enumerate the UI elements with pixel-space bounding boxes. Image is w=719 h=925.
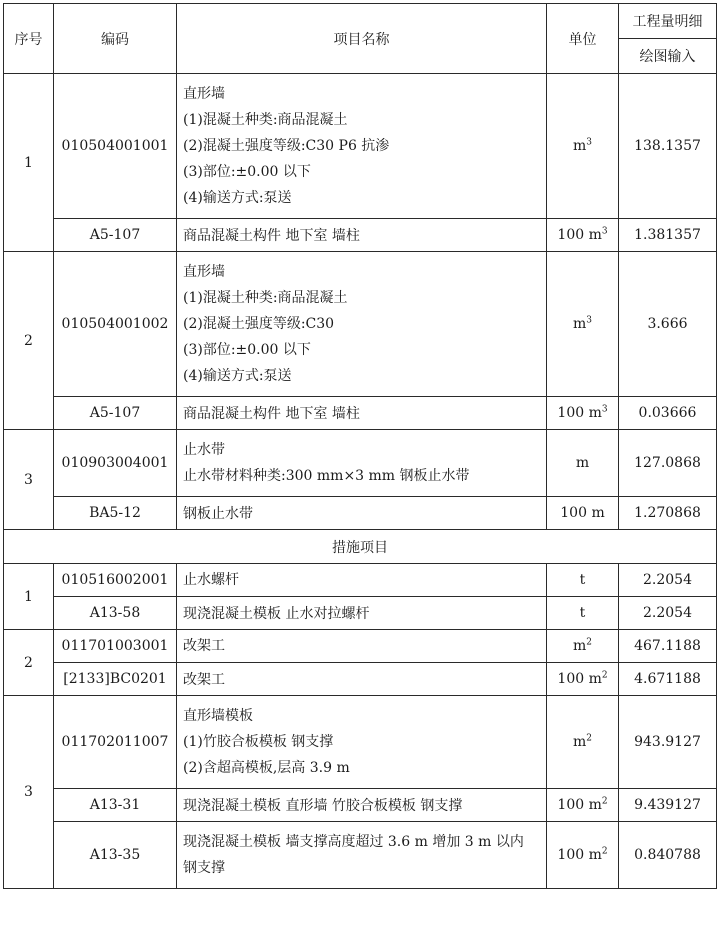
table-row-sub	[4, 663, 717, 696]
table-row	[4, 430, 717, 497]
description-line: 改架工	[183, 638, 225, 654]
description-line: (2)含超高模板,层高 3.9 m	[183, 760, 350, 776]
description-line: (3)部位:±0.00 以下	[183, 164, 311, 180]
quantity-table	[3, 3, 717, 889]
unit-superscript: 2	[601, 670, 608, 681]
description-line: (1)竹胶合板模板 钢支撑	[183, 734, 334, 750]
description-line: 止水带材料种类:300 mm×3 mm 钢板止水带	[183, 468, 470, 484]
section-measure-items	[4, 564, 717, 889]
table-row	[4, 252, 717, 397]
row-seq: 3	[4, 696, 54, 889]
unit-superscript: 3	[601, 226, 608, 237]
table-row-sub	[4, 397, 717, 430]
row-seq: 2	[4, 630, 54, 696]
sub-code: A5-107	[54, 397, 177, 430]
table-row-sub	[4, 597, 717, 630]
header-seq: 序号	[4, 4, 54, 74]
unit-superscript: 3	[601, 404, 608, 415]
unit-superscript: 3	[586, 315, 592, 326]
sub-description: 改架工	[177, 663, 547, 696]
item-code: 010504001001	[54, 74, 177, 219]
description-line: (2)混凝土强度等级:C30	[183, 316, 335, 332]
item-unit: $m^3$	[547, 74, 619, 219]
description-line: (1)混凝土种类:商品混凝土	[183, 290, 348, 306]
sub-quantity: 1.381357	[619, 219, 717, 252]
unit-superscript: 2	[586, 733, 592, 744]
item-code: 010516002001	[54, 564, 177, 597]
sub-description: 现浇混凝土模板 直形墙 竹胶合板模板 钢支撑	[177, 789, 547, 822]
row-seq: 1	[4, 74, 54, 252]
sub-description: 现浇混凝土模板 墙支撑高度超过 3.6 m 增加 3 m 以内 钢支撑	[177, 822, 547, 889]
row-seq: 1	[4, 564, 54, 630]
sub-quantity: 4.671188	[619, 663, 717, 696]
sub-unit: 100 $m^3$	[547, 219, 619, 252]
row-seq: 3	[4, 430, 54, 530]
item-description	[177, 696, 547, 789]
header-quantity-drawing-input: 绘图输入	[619, 39, 717, 74]
sub-unit: 100 $m^3$	[547, 397, 619, 430]
item-description	[177, 430, 547, 497]
item-description	[177, 564, 547, 597]
table-row	[4, 564, 717, 597]
section-main-items	[4, 74, 717, 530]
unit-superscript: 2	[586, 637, 592, 648]
header-code: 编码	[54, 4, 177, 74]
header-unit: 单位	[547, 4, 619, 74]
description-line: 直形墙	[183, 264, 225, 280]
item-quantity: 943.9127	[619, 696, 717, 789]
sub-code: A13-58	[54, 597, 177, 630]
item-unit: $m^2$	[547, 630, 619, 663]
description-line: 直形墙	[183, 86, 225, 102]
sub-unit: 100 $m^2$	[547, 789, 619, 822]
description-line: (4)输送方式:泵送	[183, 190, 292, 206]
item-quantity: 138.1357	[619, 74, 717, 219]
item-code: 010903004001	[54, 430, 177, 497]
sub-unit: 100 m	[547, 497, 619, 530]
row-seq: 2	[4, 252, 54, 430]
table-row	[4, 74, 717, 219]
sub-code: BA5-12	[54, 497, 177, 530]
description-line: (2)混凝土强度等级:C30 P6 抗渗	[183, 138, 390, 154]
table-row-sub	[4, 822, 717, 889]
sub-quantity: 1.270868	[619, 497, 717, 530]
item-quantity: 467.1188	[619, 630, 717, 663]
item-quantity: 3.666	[619, 252, 717, 397]
sub-code: [2133]BC0201	[54, 663, 177, 696]
sub-unit: 100 $m^2$	[547, 663, 619, 696]
item-description	[177, 74, 547, 219]
item-code: 010504001002	[54, 252, 177, 397]
item-code: 011702011007	[54, 696, 177, 789]
sub-code: A5-107	[54, 219, 177, 252]
table-row-sub	[4, 789, 717, 822]
item-description	[177, 252, 547, 397]
item-unit: $m^3$	[547, 252, 619, 397]
sub-quantity: 9.439127	[619, 789, 717, 822]
table-row-sub	[4, 497, 717, 530]
sub-unit: t	[547, 597, 619, 630]
description-line: 止水带	[183, 442, 225, 458]
item-unit: t	[547, 564, 619, 597]
section-title-measures: 措施项目	[4, 530, 717, 564]
description-line: (3)部位:±0.00 以下	[183, 342, 311, 358]
item-quantity: 127.0868	[619, 430, 717, 497]
sub-unit: 100 $m^2$	[547, 822, 619, 889]
table-row-sub	[4, 219, 717, 252]
header-quantity-group: 工程量明细	[619, 4, 717, 39]
table-row	[4, 630, 717, 663]
description-line: (1)混凝土种类:商品混凝土	[183, 112, 348, 128]
sub-description: 商品混凝土构件 地下室 墙柱	[177, 219, 547, 252]
sub-description: 商品混凝土构件 地下室 墙柱	[177, 397, 547, 430]
description-line: (4)输送方式:泵送	[183, 368, 292, 384]
item-description	[177, 630, 547, 663]
table-row	[4, 696, 717, 789]
item-quantity: 2.2054	[619, 564, 717, 597]
item-unit: $m^2$	[547, 696, 619, 789]
description-line: 直形墙模板	[183, 708, 253, 724]
sub-description: 现浇混凝土模板 止水对拉螺杆	[177, 597, 547, 630]
unit-superscript: 3	[586, 137, 592, 148]
sub-description: 钢板止水带	[177, 497, 547, 530]
sub-quantity: 0.840788	[619, 822, 717, 889]
header-name: 项目名称	[177, 4, 547, 74]
sub-quantity: 0.03666	[619, 397, 717, 430]
unit-superscript: 2	[601, 846, 608, 857]
sub-code: A13-35	[54, 822, 177, 889]
item-unit: m	[547, 430, 619, 497]
unit-superscript: 2	[601, 796, 608, 807]
sub-code: A13-31	[54, 789, 177, 822]
item-code: 011701003001	[54, 630, 177, 663]
sub-quantity: 2.2054	[619, 597, 717, 630]
description-line: 止水螺杆	[183, 572, 239, 588]
